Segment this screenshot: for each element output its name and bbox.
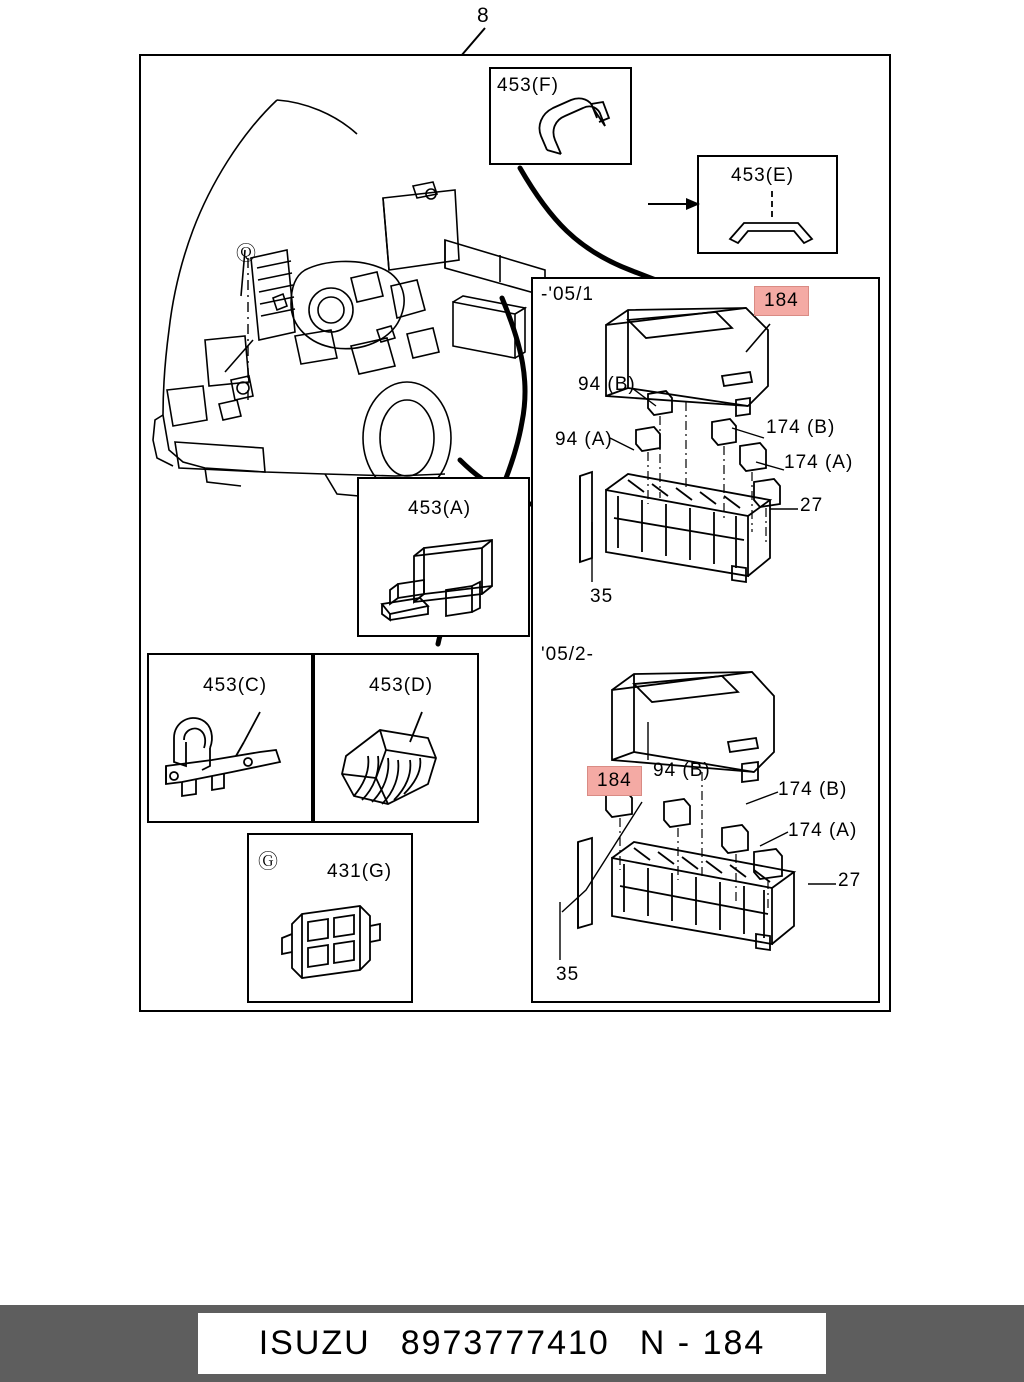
detail-453A-label: 453(A) [408, 498, 472, 519]
label-lower-27: 27 [838, 870, 862, 891]
label-upper-184-leader [740, 322, 776, 358]
label-upper-27-leader [768, 501, 800, 515]
highlight-184-upper: 184 [754, 286, 809, 316]
page-code: N - 184 [639, 1324, 766, 1362]
label-upper-35: 35 [590, 586, 614, 607]
label-upper-27: 27 [800, 495, 824, 516]
detail-453D-art [318, 700, 476, 818]
highlight-184-lower: 184 [587, 766, 642, 796]
label-lower-94B: 94 (B) [653, 760, 711, 781]
label-upper-35-leader [584, 520, 604, 586]
detail-453E-label: 453(E) [731, 165, 795, 186]
detail-431G-art [252, 888, 410, 998]
footer-content [198, 1313, 826, 1374]
marker-g-symbol: Ⓖ [258, 851, 279, 873]
brand-label: ISUZU [258, 1324, 371, 1362]
detail-431G-label: 431(G) [327, 861, 393, 882]
panel-upper-date: -'05/1 [541, 284, 594, 305]
label-upper-174A-leader [752, 458, 786, 478]
detail-453E-art [700, 185, 835, 251]
detail-453F-art [495, 92, 630, 162]
label-lower-94B-leader [634, 720, 662, 764]
panel-divider [0, 0, 349, 2]
figure-number: 8 [477, 4, 490, 27]
panel-lower-date: '05/2- [541, 644, 594, 665]
label-upper-174B: 174 (B) [766, 417, 836, 438]
label-lower-35: 35 [556, 964, 580, 985]
part-number: 8973777410 [400, 1324, 610, 1362]
label-upper-174B-leader [728, 424, 766, 444]
label-lower-174A-leader [756, 830, 790, 852]
label-lower-27-leader [806, 876, 838, 890]
label-lower-184 [587, 770, 642, 792]
label-upper-94B-leader [630, 384, 660, 410]
label-upper-94A: 94 (A) [555, 429, 613, 450]
label-lower-35-leader [552, 900, 572, 964]
detail-453E-arrow [646, 192, 702, 216]
label-lower-174A: 174 (A) [788, 820, 858, 841]
label-upper-184 [754, 290, 809, 312]
label-lower-174B-leader [742, 790, 780, 810]
detail-453F-label: 453(F) [497, 75, 559, 96]
label-lower-174B: 174 (B) [778, 779, 848, 800]
label-upper-94A-leader [608, 434, 638, 456]
detail-453D-label: 453(D) [369, 675, 434, 696]
label-upper-174A: 174 (A) [784, 452, 854, 473]
detail-453C-art [152, 700, 310, 818]
detail-453A-art [362, 520, 527, 632]
marker-q-symbol: Ⓠ [236, 243, 257, 265]
detail-453C-label: 453(C) [203, 675, 268, 696]
label-upper-94B: 94 (B) [578, 374, 636, 395]
